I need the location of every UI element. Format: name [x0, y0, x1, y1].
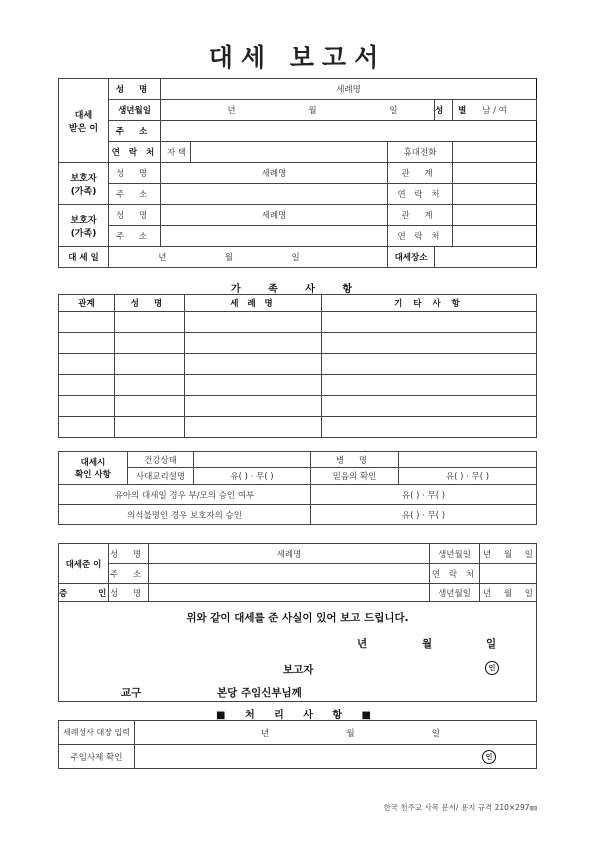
guardian-1-name-label: 성 명 [109, 163, 161, 184]
guardian-2-name-label: 성 명 [109, 205, 161, 226]
table-row [59, 375, 537, 396]
guardian-2-relation-field[interactable] [453, 205, 537, 226]
guardian-1-contact-label: 연 락 처 [388, 184, 453, 205]
family-cell[interactable] [185, 312, 322, 333]
guardian-2-contact-label: 연 락 처 [388, 226, 453, 247]
recipient-home-label: 자 택 [161, 142, 191, 163]
witness-name-label: 성 명 [109, 584, 149, 602]
witness-birth-field[interactable] [480, 584, 537, 602]
family-cell[interactable] [59, 396, 115, 417]
guardian-1-contact-field[interactable] [453, 184, 537, 205]
register-date-field[interactable] [135, 721, 537, 745]
district-label: 교구 [121, 687, 142, 699]
recipient-address-field[interactable] [161, 121, 537, 142]
guardian-2-contact-field[interactable] [453, 226, 537, 247]
confirm-table [58, 451, 537, 525]
baptizer-address-field[interactable] [149, 564, 430, 584]
family-cell[interactable] [185, 417, 322, 438]
year-label: 년 [261, 728, 270, 739]
recipient-home-field[interactable] [191, 142, 388, 163]
family-header-notes: 기 타 사 항 [322, 295, 537, 312]
reporter-seal-icon [485, 661, 499, 675]
family-cell[interactable] [115, 417, 185, 438]
guardian-2-relation-label: 관 계 [388, 205, 453, 226]
month-label: 월 [346, 728, 355, 739]
family-header-relation: 관계 [59, 295, 115, 312]
family-cell[interactable] [59, 312, 115, 333]
pastor-confirm-field[interactable] [135, 745, 537, 769]
baptizer-birth-field[interactable] [480, 544, 537, 564]
recipient-name-label: 성 명 [109, 79, 161, 100]
family-cell[interactable] [115, 333, 185, 354]
guardian-1-address-field[interactable] [161, 184, 388, 205]
guardian-1-relation-field[interactable] [453, 163, 537, 184]
family-cell[interactable] [185, 333, 322, 354]
year-label: 년 [158, 253, 167, 263]
guardian-2-baptism-name-field[interactable]: 세례명 [161, 205, 388, 226]
day-label: 일 [389, 106, 398, 116]
recipient-birth-field[interactable] [161, 100, 435, 121]
footer-note: 한국 천주교 사목 문서/ 용지 규격 210×297㎜ [383, 803, 537, 812]
baptizer-address-label: 주 소 [109, 564, 149, 584]
register-label: 세례성사 대장 입력 [59, 721, 135, 745]
recipient-mobile-label: 휴대전화 [388, 142, 453, 163]
illness-field[interactable] [399, 452, 537, 468]
pastor-confirm-label: 주임사제 확인 [59, 745, 135, 769]
catechism-yes-no[interactable]: 유( ) · 무( ) [194, 468, 311, 485]
family-table [58, 294, 537, 438]
page-title: 대세 보고서 [208, 43, 387, 72]
year-label: 년 [483, 588, 492, 599]
day-label: 일 [291, 253, 300, 263]
year-label: 년 [483, 549, 492, 560]
family-header-baptism-name: 세 례 명 [185, 295, 322, 312]
baptizer-baptism-name-field[interactable]: 세례명 [149, 544, 430, 564]
family-header-name: 성 명 [115, 295, 185, 312]
recipient-mobile-field[interactable] [453, 142, 537, 163]
report-year-label: 년 [357, 638, 368, 650]
family-cell[interactable] [115, 396, 185, 417]
family-cell[interactable] [185, 396, 322, 417]
guardian-1-label: 보호자 (가족) [59, 163, 109, 205]
faith-yes-no[interactable]: 유( ) · 무( ) [399, 468, 537, 485]
family-cell[interactable] [322, 354, 537, 375]
guardian-2-address-label: 주 소 [109, 226, 161, 247]
processing-table [58, 720, 537, 769]
guardian-1-relation-label: 관 계 [388, 163, 453, 184]
family-cell[interactable] [59, 333, 115, 354]
witness-birth-label: 생년월일 [430, 584, 480, 602]
day-label: 일 [524, 588, 533, 599]
seal-glyph: 인 [485, 661, 499, 675]
report-month-label: 월 [422, 638, 433, 650]
baptism-date-label: 대 세 일 [59, 247, 109, 268]
family-cell[interactable] [322, 375, 537, 396]
table-row [59, 333, 537, 354]
confirm-group-label: 대세시 확인 사항 [59, 452, 128, 485]
infant-approval-yes-no[interactable]: 유( ) · 무( ) [311, 485, 537, 505]
pastor-seal-icon [482, 750, 496, 764]
report-day-label: 일 [486, 638, 497, 650]
baptizer-birth-label: 생년월일 [430, 544, 480, 564]
infant-approval-label: 유아의 대세일 경우 부/모의 승인 여부 [59, 485, 311, 505]
month-label: 월 [224, 253, 234, 263]
day-label: 일 [431, 728, 440, 739]
family-cell[interactable] [115, 354, 185, 375]
month-label: 월 [308, 106, 317, 116]
baptism-place-label: 대세장소 [388, 247, 435, 268]
seal-glyph: 인 [482, 750, 496, 764]
family-cell[interactable] [115, 312, 185, 333]
baptizer-group-label: 대세준 이 [59, 544, 109, 584]
witness-label: 증 인 [59, 584, 109, 602]
month-label: 월 [503, 549, 513, 560]
recipient-sex-label: 성 별 [435, 100, 453, 121]
catechism-label: 사대교리설명 [128, 468, 194, 485]
family-cell[interactable] [185, 375, 322, 396]
guardian-2-address-field[interactable] [161, 226, 388, 247]
recipient-sex-field[interactable]: 남 / 여 [453, 100, 537, 121]
family-cell[interactable] [322, 396, 537, 417]
health-field[interactable] [194, 452, 311, 468]
recipient-birth-label: 생년월일 [109, 100, 161, 121]
recipient-address-label: 주 소 [109, 121, 161, 142]
baptizer-table [58, 543, 537, 702]
family-cell[interactable] [322, 417, 537, 438]
baptizer-contact-field[interactable] [480, 564, 537, 584]
unconscious-approval-label: 의식불명인 경우 보호자의 승인 [59, 505, 311, 525]
family-section-title: 가 족 사 항 [230, 284, 365, 295]
baptism-place-field[interactable] [435, 247, 537, 268]
faith-label: 믿음의 확인 [311, 468, 399, 485]
month-label: 월 [503, 588, 513, 599]
family-cell[interactable] [59, 354, 115, 375]
baptism-date-field[interactable] [109, 247, 388, 268]
recipient-baptism-name-field[interactable]: 세례명 [161, 79, 537, 100]
family-cell[interactable] [115, 375, 185, 396]
family-cell[interactable] [59, 417, 115, 438]
recipient-group-label: 대세 받은 이 [59, 79, 109, 163]
recipient-contact-label: 연 락 처 [109, 142, 161, 163]
baptizer-name-label: 성 명 [109, 544, 149, 564]
table-row [59, 354, 537, 375]
day-label: 일 [524, 549, 533, 560]
addressee-label: 본당 주임신부님께 [217, 687, 302, 699]
report-statement-box [59, 602, 537, 702]
table-row [59, 312, 537, 333]
guardian-1-address-label: 주 소 [109, 184, 161, 205]
illness-label: 병 명 [311, 452, 399, 468]
witness-name-field[interactable] [149, 584, 430, 602]
table-row [59, 417, 537, 438]
report-statement: 위와 같이 대세를 준 사실이 있어 보고 드립니다. [186, 612, 409, 624]
family-cell[interactable] [322, 333, 537, 354]
health-label: 건강상태 [128, 452, 194, 468]
unconscious-approval-yes-no[interactable]: 유( ) · 무( ) [311, 505, 537, 525]
guardian-1-baptism-name-field[interactable]: 세례명 [161, 163, 388, 184]
reporter-label: 보고자 [283, 664, 314, 676]
family-cell[interactable] [185, 354, 322, 375]
family-cell[interactable] [322, 312, 537, 333]
year-label: 년 [227, 106, 236, 116]
guardian-2-label: 보호자 (가족) [59, 205, 109, 247]
family-cell[interactable] [59, 375, 115, 396]
recipient-table [58, 78, 537, 268]
baptizer-contact-label: 연 락 처 [430, 564, 480, 584]
table-row [59, 396, 537, 417]
processing-section-title: ■ 처 리 사 항 ■ [216, 710, 379, 721]
